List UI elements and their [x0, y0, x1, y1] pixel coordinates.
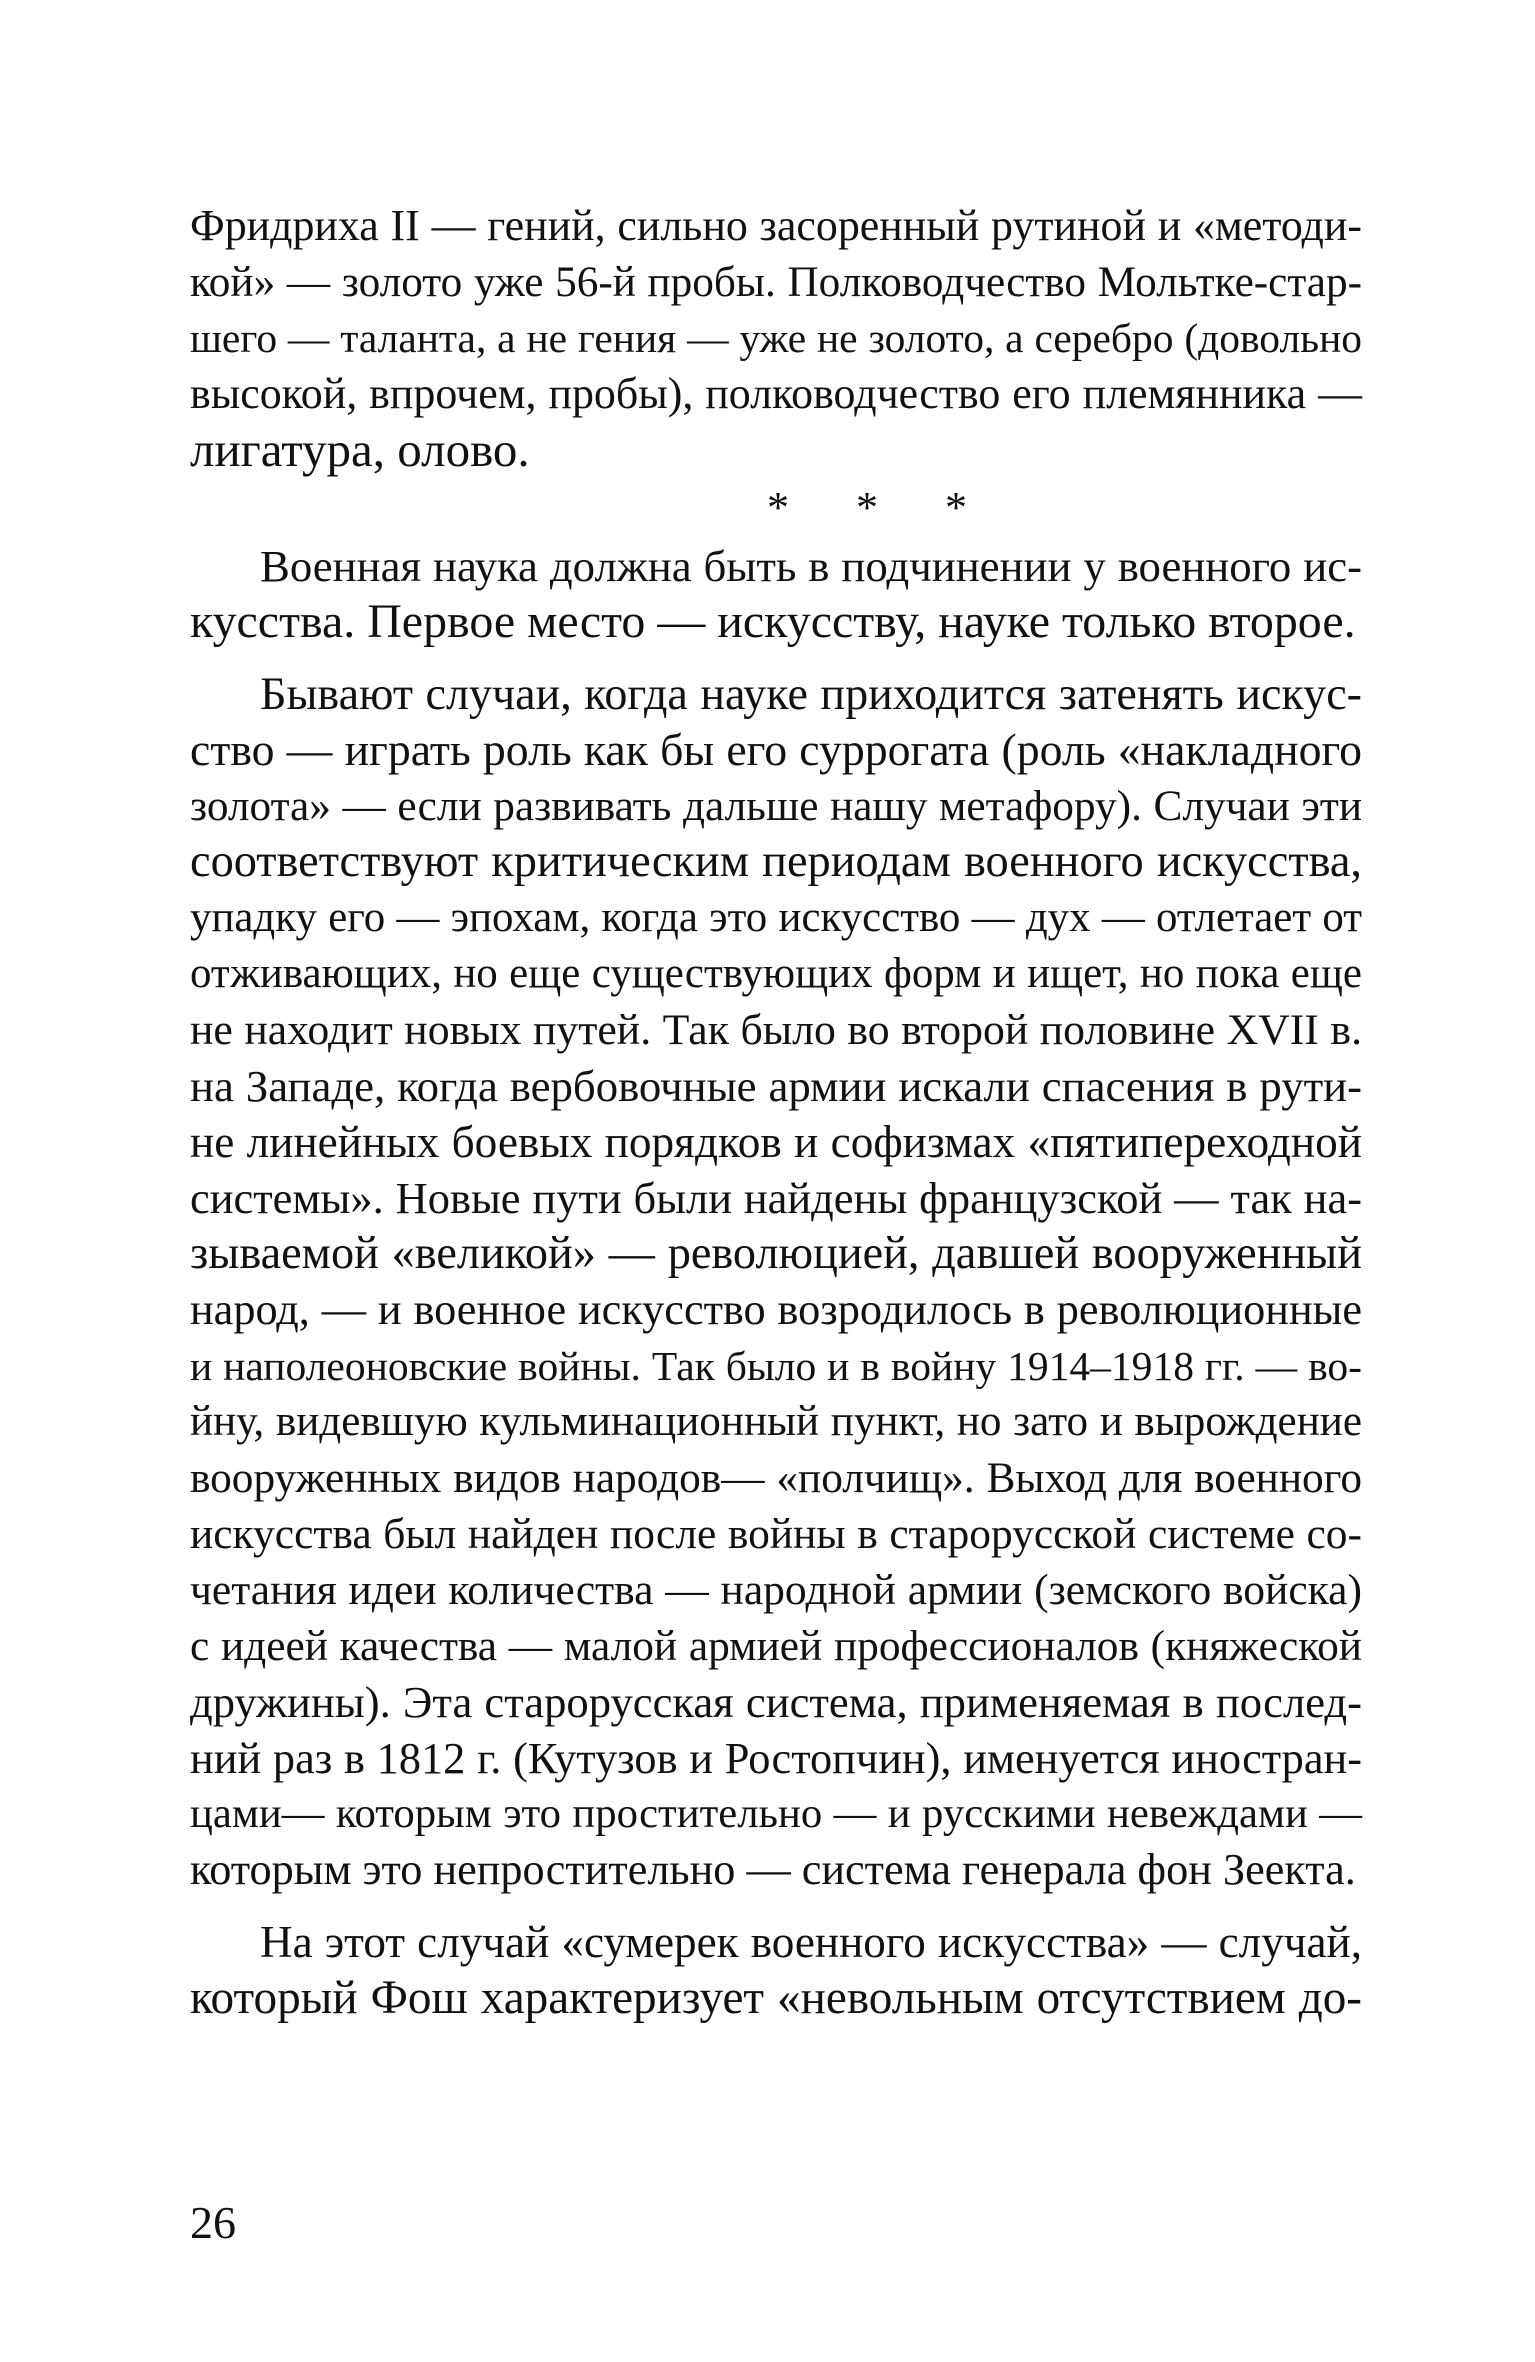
text-line: дружины). Эта старорусская система, применяемая в послед- [190, 1677, 1362, 1727]
text-line: отживающих, но еще существующих форм и ищет, но пока еще [190, 950, 1362, 997]
text-line: народ, — и военное искусство возродилось в революционные [190, 1285, 1362, 1334]
text-line: высокой, впрочем, пробы), полководчество его племянника — [190, 370, 1362, 418]
text-line: йну, видевшую кульминационный пункт, но зато и вырождение [190, 1398, 1362, 1445]
text-line: кусства. Первое место — искусству, науке только второе. [190, 595, 1356, 648]
text-line: Бывают случаи, когда науке приходится затенять искус- [260, 668, 1362, 719]
text-line: соответствуют критическим периодам военного искусства, [190, 836, 1362, 887]
text-line: искусства был найден после войны в старорусской системе со- [190, 1510, 1362, 1558]
text-line: зываемой «великой» — революцией, давшей вооруженный [190, 1228, 1362, 1279]
section-separator: * * * [767, 483, 995, 532]
paragraph [190, 666, 1362, 1898]
text-line: не находит новых путей. Так было во второй половине XVII в. [190, 1006, 1362, 1054]
text-line: цами— которым это простительно — и русскими невеждами — [190, 1790, 1362, 1837]
text-line: которым это непростительно — система генерала фон Зеекта. [190, 1845, 1356, 1894]
text-line: четания идеи количества — народной армии (земского войска) [190, 1566, 1362, 1614]
text-line: Военная наука должна быть в подчинении у военного ис- [260, 541, 1362, 591]
paragraph [190, 198, 1362, 478]
page-number: 26 [190, 2197, 236, 2248]
text-line: ний раз в 1812 г. (Кутузов и Ростопчин), именуется иностран- [190, 1733, 1362, 1783]
text-line: ство — играть роль как бы его суррогата (роль «накладного [190, 724, 1362, 775]
text-line: не линейных боевых порядков и софизмах «пятипереходной [190, 1117, 1362, 1167]
paragraph [190, 538, 1362, 650]
text-line: упадку его — эпохам, когда это искусство — дух — отлетает от [190, 894, 1362, 941]
text-line: вооруженных видов народов— «полчищ». Выход для военного [190, 1454, 1362, 1502]
text-line: На этот случай «сумерек военного искусства» — случай, [260, 1917, 1362, 1967]
text-line: Фридриха II — гений, сильно засоренный рутиной и «методи- [190, 201, 1362, 250]
text-line: шего — таланта, а не гения — уже не золото, а серебро (довольно [190, 315, 1362, 361]
text-line: золота» — если развивать дальше нашу метафору). Случаи эти [190, 782, 1362, 830]
text-line: с идеей качества — малой армией профессионалов (княжеской [190, 1622, 1362, 1670]
paragraph-gap [190, 1898, 1362, 1914]
text-line: системы». Новые пути были найдены французской — так на- [190, 1173, 1362, 1223]
paragraph-gap [190, 650, 1362, 666]
text-line: который Фош характеризует «невольным отсутствием до- [190, 1972, 1362, 2024]
text-line: и наполеоновские войны. Так было и в войну 1914–1918 гг. — во- [190, 1343, 1362, 1389]
body-text [190, 198, 1362, 2026]
text-line: на Западе, когда вербовочные армии искали спасения в рути- [190, 1061, 1362, 1111]
paragraph [190, 1914, 1362, 2026]
text-line: кой» — золото уже 56-й пробы. Полководчество Мольтке-стар- [190, 258, 1362, 306]
text-line: лигатура, олово. [190, 422, 530, 477]
